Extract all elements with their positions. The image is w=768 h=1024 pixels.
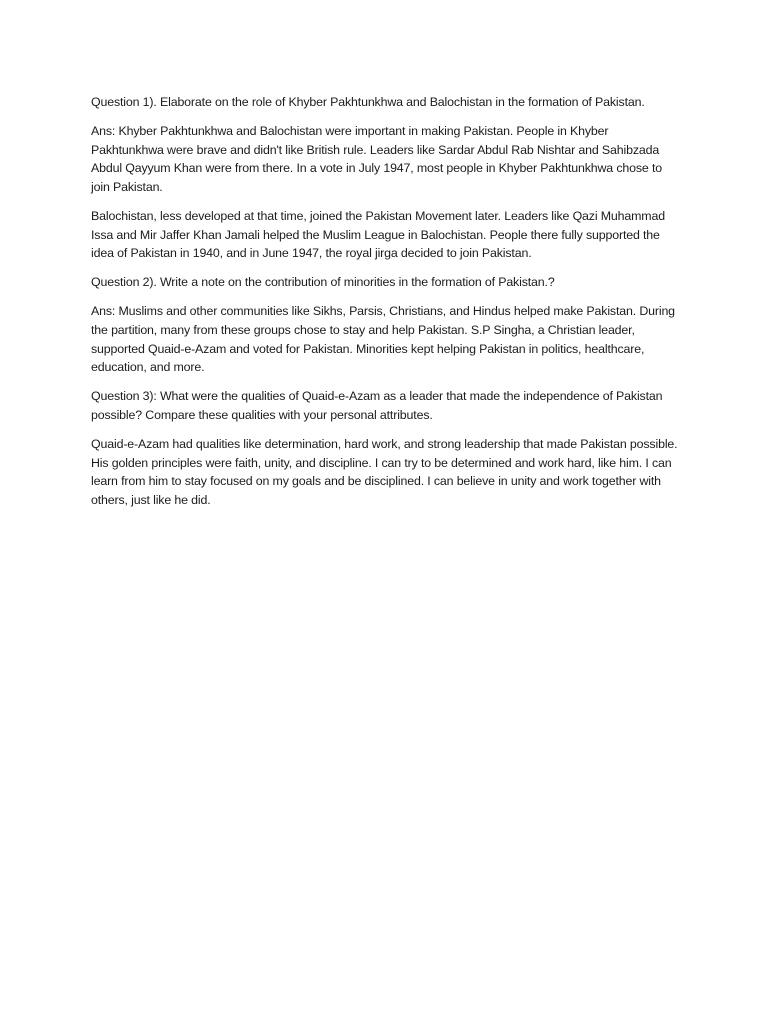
question-2: Question 2). Write a note on the contribution of minorities in the formation of Pakistan.? (91, 275, 555, 290)
answer-2: Ans: Muslims and other communities like Sikhs, Parsis, Christians, and Hindus helped make Pakistan. During the partition, many from these groups chose to stay and help Pakistan. S.P Singha, a Christian leader, supported Quaid-e-Azam and voted for Pakistan. Minorities kept helping Pakistan in politics, healthcare, education, and more. (91, 304, 675, 375)
answer-1-part-2: Balochistan, less developed at that time, joined the Pakistan Movement later. Leaders like Qazi Muhammad Issa and Mir Jaffer Khan Jamali helped the Muslim League in Balochistan. People there fully supported the idea of Pakistan in 1940, and in June 1947, the royal jirga decided to join Pakistan. (91, 208, 665, 261)
answer-3: Quaid-e-Azam had qualities like determination, hard work, and strong leadership that made Pakistan possible. His golden principles were faith, unity, and discipline. I can try to be determined and work hard, like him. I can learn from him to stay focused on my goals and be disciplined. I can believe in unity and work together with others, just like he did. (91, 436, 678, 507)
answer-1-part-1: Ans: Khyber Pakhtunkhwa and Balochistan were important in making Pakistan. People in Khyber Pakhtunkhwa were brave and didn't like British rule. Leaders like Sardar Abdul Rab Nishtar and Sahibzada Abdul Qayyum Khan were from there. In a vote in July 1947, most people in Khyber Pakhtunkhwa chose to join Pakistan. (91, 124, 662, 194)
question-3: Question 3): What were the qualities of Quaid-e-Azam as a leader that made the independence of Pakistan possible? Compare these qualities with your personal attributes. (91, 389, 663, 422)
question-1: Question 1). Elaborate on the role of Khyber Pakhtunkhwa and Balochistan in the formation of Pakistan. (91, 95, 645, 109)
